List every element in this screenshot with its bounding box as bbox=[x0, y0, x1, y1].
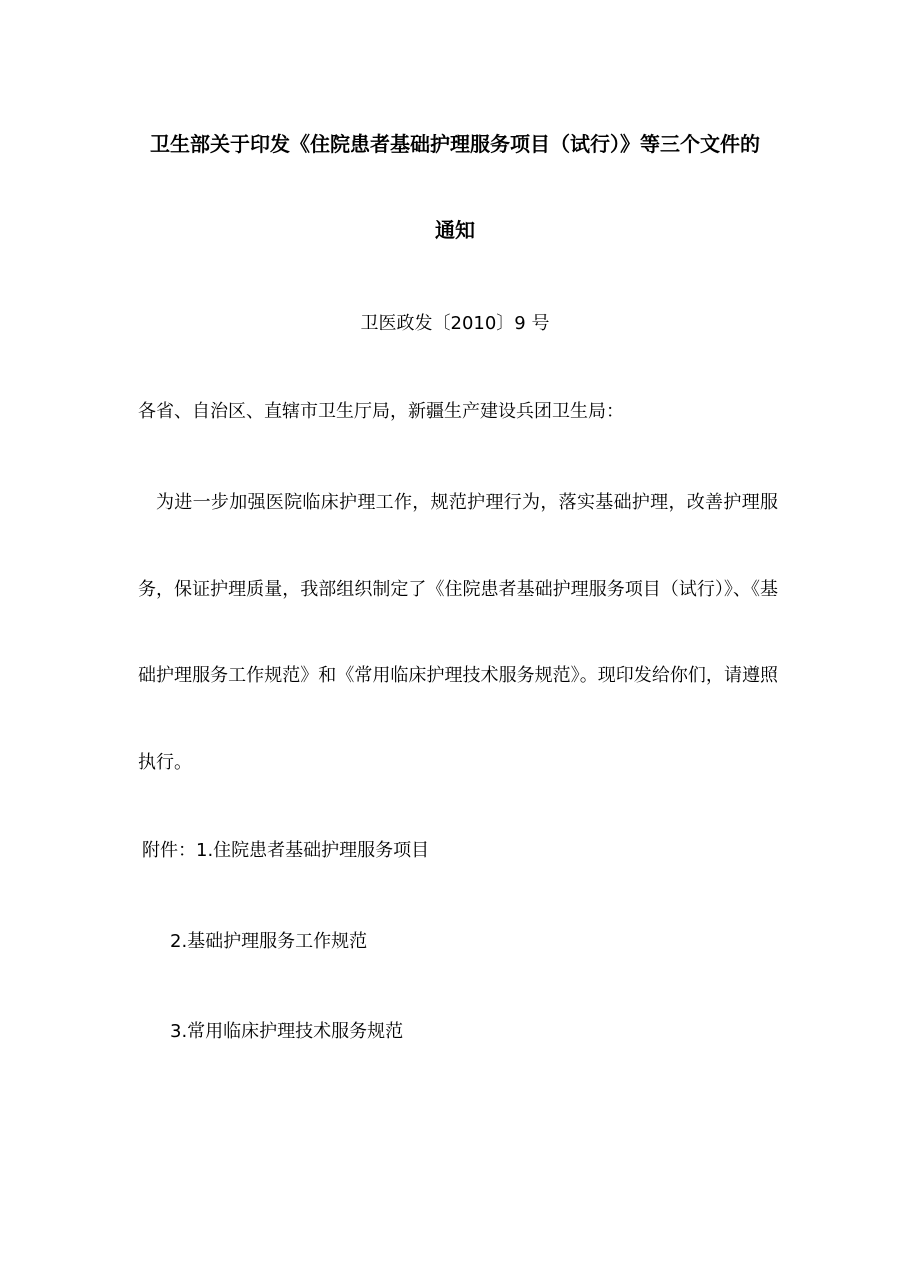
body-line-4: 执行。 bbox=[138, 752, 192, 773]
document-title-line-1: 卫生部关于印发《住院患者基础护理服务项目（试行）》等三个文件的 bbox=[150, 132, 760, 156]
attachment-item-2: 2.基础护理服务工作规范 bbox=[170, 931, 368, 952]
body-line-3: 础护理服务工作规范》和《常用临床护理技术服务规范》。现印发给你们，请遵照 bbox=[138, 665, 778, 686]
salutation: 各省、自治区、直辖市卫生厅局，新疆生产建设兵团卫生局： bbox=[138, 401, 624, 422]
attachment-item-1: 附件：1.住院患者基础护理服务项目 bbox=[142, 840, 430, 861]
document-title-line-2: 通知 bbox=[435, 218, 475, 242]
attachment-item-3: 3.常用临床护理技术服务规范 bbox=[170, 1021, 404, 1042]
body-line-1: 为进一步加强医院临床护理工作，规范护理行为，落实基础护理，改善护理服 bbox=[156, 492, 778, 513]
document-number: 卫医政发〔2010〕9 号 bbox=[360, 313, 550, 334]
body-line-2: 务，保证护理质量，我部组织制定了《住院患者基础护理服务项目（试行）》、《基 bbox=[138, 579, 778, 600]
